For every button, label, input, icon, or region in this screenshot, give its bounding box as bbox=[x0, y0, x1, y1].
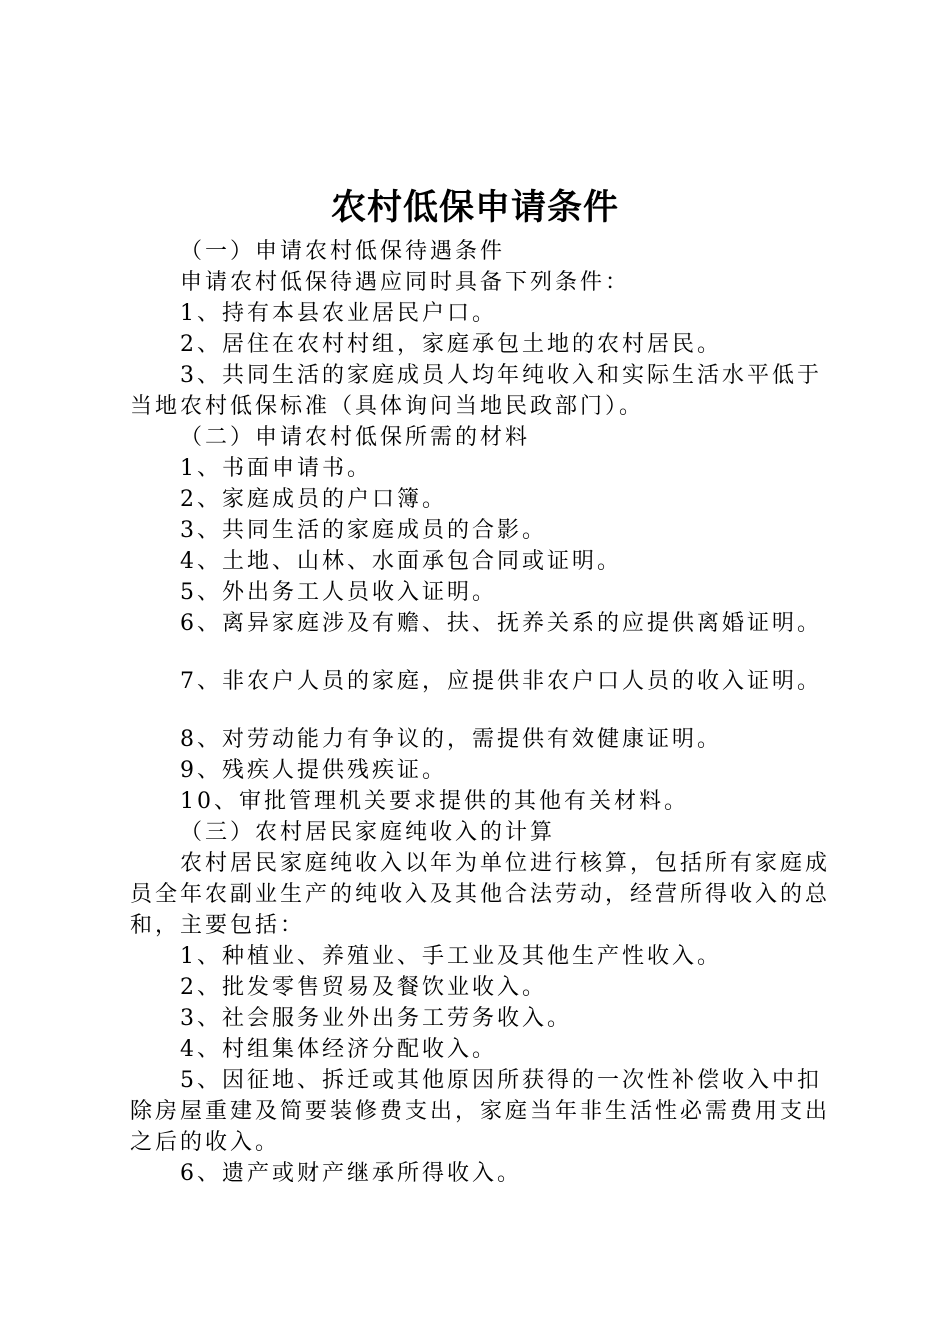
section-heading-materials: （二）申请农村低保所需的材料 bbox=[180, 425, 531, 450]
paragraph: 申请农村低保待遇应同时具备下列条件： bbox=[180, 270, 631, 295]
paragraph: 农村居民家庭纯收入以年为单位进行核算，包括所有家庭成员全年农副业生产的纯收入及其他合法劳动，经营所得收入的总和，主要包括： bbox=[130, 851, 831, 938]
document-body bbox=[130, 236, 832, 1189]
list-item: 10、审批管理机关要求提供的其他有关材料。 bbox=[180, 789, 689, 814]
list-item: 1、种植业、养殖业、手工业及其他生产性收入。 bbox=[180, 944, 722, 969]
list-item: 4、土地、山林、水面承包合同或证明。 bbox=[180, 549, 622, 574]
list-item: 3、共同生活的家庭成员的合影。 bbox=[180, 518, 547, 543]
section-heading-conditions: （一）申请农村低保待遇条件 bbox=[180, 239, 506, 264]
section-heading-income: （三）农村居民家庭纯收入的计算 bbox=[180, 820, 556, 845]
list-item: 1、书面申请书。 bbox=[180, 456, 372, 481]
list-item: 6、离异家庭涉及有赡、扶、抚养关系的应提供离婚证明。 bbox=[180, 611, 822, 636]
list-item: 7、非农户人员的家庭，应提供非农户口人员的收入证明。 bbox=[180, 669, 822, 694]
list-item: 9、残疾人提供残疾证。 bbox=[180, 758, 447, 783]
list-item: 5、外出务工人员收入证明。 bbox=[180, 580, 497, 605]
list-item: 2、居住在农村村组，家庭承包土地的农村居民。 bbox=[180, 332, 722, 357]
list-item: 3、社会服务业外出务工劳务收入。 bbox=[180, 1006, 572, 1031]
list-item: 5、因征地、拆迁或其他原因所获得的一次性补偿收入中扣除房屋重建及简要装修费支出，家庭当年非生活性必需费用支出之后的收入。 bbox=[130, 1068, 831, 1155]
list-item: 6、遗产或财产继承所得收入。 bbox=[180, 1161, 522, 1186]
list-item: 8、对劳动能力有争议的，需提供有效健康证明。 bbox=[180, 727, 722, 752]
list-item: 2、批发零售贸易及餐饮业收入。 bbox=[180, 975, 547, 1000]
list-item: 4、村组集体经济分配收入。 bbox=[180, 1037, 497, 1062]
list-item: 1、持有本县农业居民户口。 bbox=[180, 301, 497, 326]
list-item: 2、家庭成员的户口簿。 bbox=[180, 487, 447, 512]
list-item: 3、共同生活的家庭成员人均年纯收入和实际生活水平低于当地农村低保标准（具体询问当地民政部门）。 bbox=[130, 363, 822, 419]
document-title: 农村低保申请条件 bbox=[330, 188, 619, 228]
